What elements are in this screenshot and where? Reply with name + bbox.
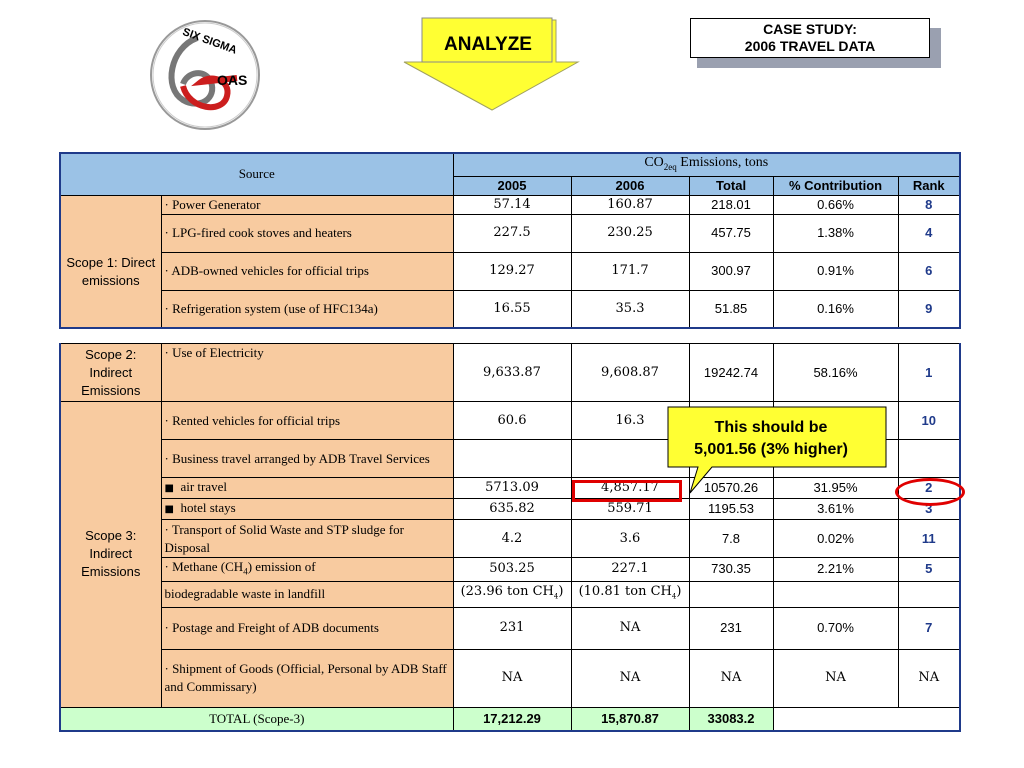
callout-text <box>672 417 870 461</box>
table-row: · ADB-owned vehicles for official trips 129.27 171.7 300.97 0.91% 6 <box>60 252 960 290</box>
analyze-arrow <box>400 16 580 112</box>
case-study-box <box>690 18 930 58</box>
air-2006-value: 4,857.17 <box>571 478 689 499</box>
total-row: TOTAL (Scope-3) 17,212.29 15,870.87 33083.2 <box>60 707 960 731</box>
table-row: · Transport of Solid Waste and STP sludge for Disposal 4.2 3.6 7.8 0.02% 11 <box>60 520 960 558</box>
col-rank: Rank <box>898 176 960 195</box>
table-row: ■ hotel stays 635.82 559.71 1195.53 3.61% 3 <box>60 499 960 520</box>
table-row: · LPG-fired cook stoves and heaters 227.5 230.25 457.75 1.38% 4 <box>60 214 960 252</box>
logo-bottom-text: OAS <box>217 72 248 88</box>
source-header: Source <box>60 153 453 195</box>
col-2006: 2006 <box>571 176 689 195</box>
table-row: ■ air travel 5713.09 4,857.17 10570.26 31.95% 2 <box>60 478 960 499</box>
scope3-label: Scope 3: Indirect Emissions <box>60 402 161 708</box>
six-sigma-oas-logo <box>145 18 265 132</box>
case-study-line2: 2006 TRAVEL DATA <box>744 38 876 54</box>
scope1-label: Scope 1: Direct emissions <box>60 195 161 328</box>
emissions-table <box>59 152 961 329</box>
table-row: · Postage and Freight of ADB documents 231 NA 231 0.70% 7 <box>60 607 960 649</box>
table-row: Scope 2: Indirect Emissions · Use of Electricity 9,633.87 9,608.87 19242.74 58.16% 1 <box>60 344 960 402</box>
case-study-line1: CASE STUDY: <box>763 21 857 37</box>
table-row: · Business travel arranged by ADB Travel Services <box>60 440 960 478</box>
table-row: · Shipment of Goods (Official, Personal by ADB Staff and Commissary) NA NA NA NA NA <box>60 649 960 707</box>
analyze-label: ANALYZE <box>444 34 532 55</box>
col-total: Total <box>689 176 773 195</box>
table-row: biodegradable waste in landfill (23.96 ton $CH_4$) (10.81 ton $CH_4$) <box>60 581 960 607</box>
col-contribution: % Contribution <box>773 176 898 195</box>
table-row: · Refrigeration system (use of HFC134a) 16.55 35.3 51.85 0.16% 9 <box>60 290 960 328</box>
scope2-label: Scope 2: Indirect Emissions <box>60 344 161 402</box>
table-row: · Methane $(CH_4)$ emission of 503.25 227.1 730.35 2.21% 5 <box>60 558 960 582</box>
co2-header: $CO_{2eq}$ Emissions, tons <box>453 153 960 176</box>
total-label: TOTAL (Scope-3) <box>60 707 453 731</box>
rank-highlight-oval <box>895 478 965 506</box>
emissions-table-lower <box>59 343 961 732</box>
callout-line2: 5,001.56 (3% higher) <box>694 441 848 458</box>
logo-top-text: SIX SIGMA <box>180 26 239 57</box>
callout-line1: This should be <box>714 419 828 436</box>
table-row: Scope 1: Direct emissions · Power Generator 57.14 160.87 218.01 0.66% 8 <box>60 195 960 214</box>
header-row-1 <box>60 153 960 176</box>
col-2005: 2005 <box>453 176 571 195</box>
table-row: Scope 3: Indirect Emissions · Rented vehicles for official trips 60.6 16.3 10 <box>60 402 960 440</box>
